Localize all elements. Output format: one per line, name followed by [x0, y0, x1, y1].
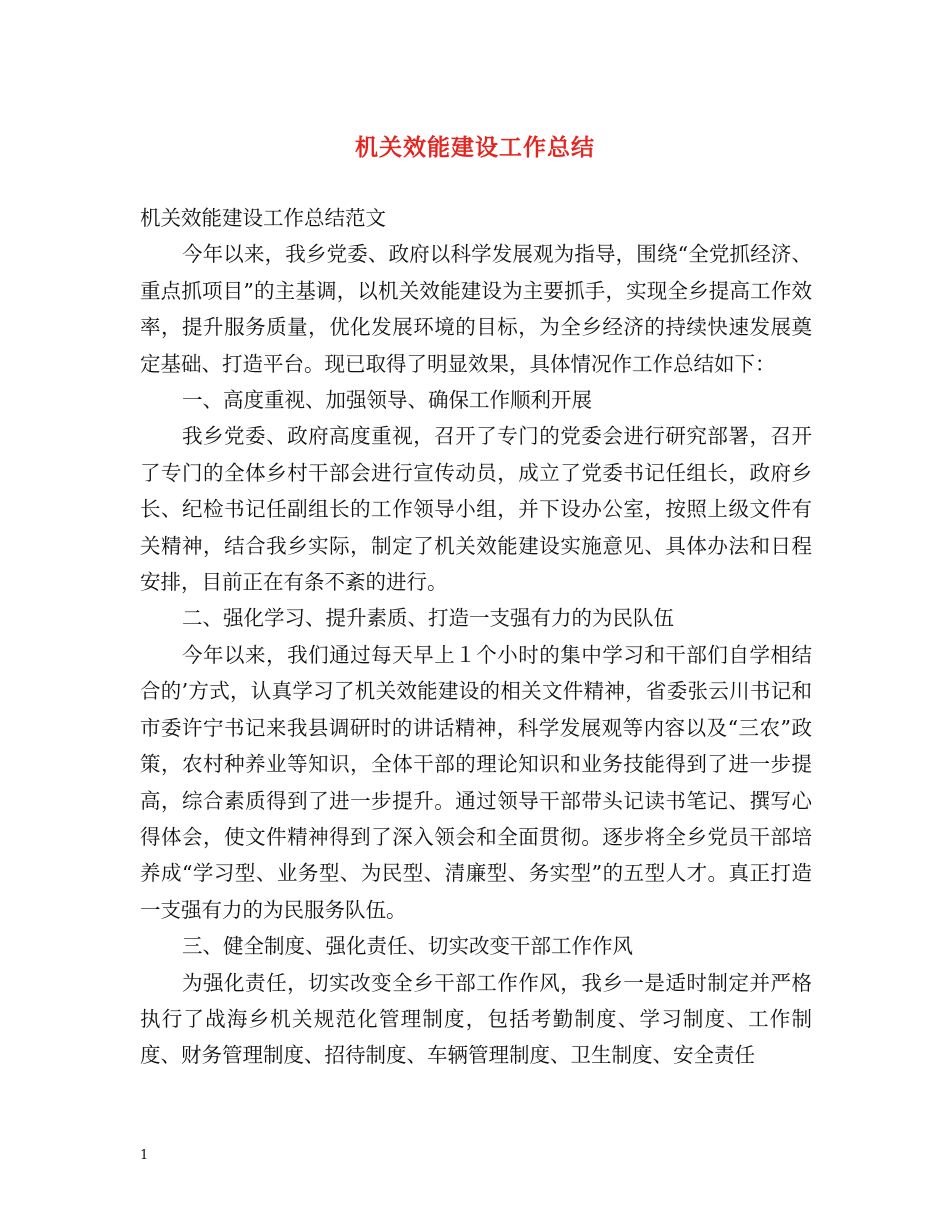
section-heading-1: 一、高度重视、加强领导、确保工作顺利开展	[182, 388, 592, 413]
paragraph-section-1: 我乡党委、政府高度重视，召开了专门的党委会进行研究部署，召开了专门的全体乡村干部会进行宣传动员，成立了党委书记任组长，政府乡长、纪检书记任副组长的工作领导小组，并下设办公室，按照上级文件有关精神，结合我乡实际，制定了机关效能建设实施意见、具体办法和日程安排，目前正在有条不紊的进行。	[140, 424, 812, 595]
section-heading-3: 三、健全制度、强化责任、切实改变干部工作作风	[182, 934, 633, 959]
document-title: 机关效能建设工作总结	[355, 134, 595, 161]
document-body	[140, 200, 812, 1074]
document-subtitle: 机关效能建设工作总结范文	[140, 206, 386, 230]
paragraph-section-2: 今年以来，我们通过每天早上１个小时的集中学习和干部们自学相结合的’方式，认真学习了机关效能建设的相关文件精神，省委张云川书记和市委许宁书记来我县调研时的讲话精神，科学发展观等内容以及“三农”政策，农村种养业等知识，全体干部的理论知识和业务技能得到了进一步提高，综合素质得到了进一步提升。通过领导干部带头记读书笔记、撰写心得体会，使文件精神得到了深入领会和全面贯彻。逐步将全乡党员干部培养成“学习型、业务型、为民型、清廉型、务实型”的五型人才。真正打造一支强有力的为民服务队伍。	[140, 642, 812, 922]
page-number: 1	[140, 1148, 149, 1163]
section-heading-2: 二、强化学习、提升素质、打造一支强有力的为民队伍	[182, 606, 674, 631]
paragraph-section-3: 为强化责任，切实改变全乡干部工作作风，我乡一是适时制定并严格执行了战海乡机关规范化管理制度，包括考勤制度、学习制度、工作制度、财务管理制度、招待制度、车辆管理制度、卫生制度、安全责任	[140, 970, 812, 1068]
paragraph-intro: 今年以来，我乡党委、政府以科学发展观为指导，围绕“全党抓经济、重点抓项目”的主基调，以机关效能建设为主要抓手，实现全乡提高工作效率，提升服务质量，优化发展环境的目标，为全乡经济的持续快速发展奠定基础、打造平台。现已取得了明显效果，具体情况作工作总结如下：	[140, 242, 812, 376]
